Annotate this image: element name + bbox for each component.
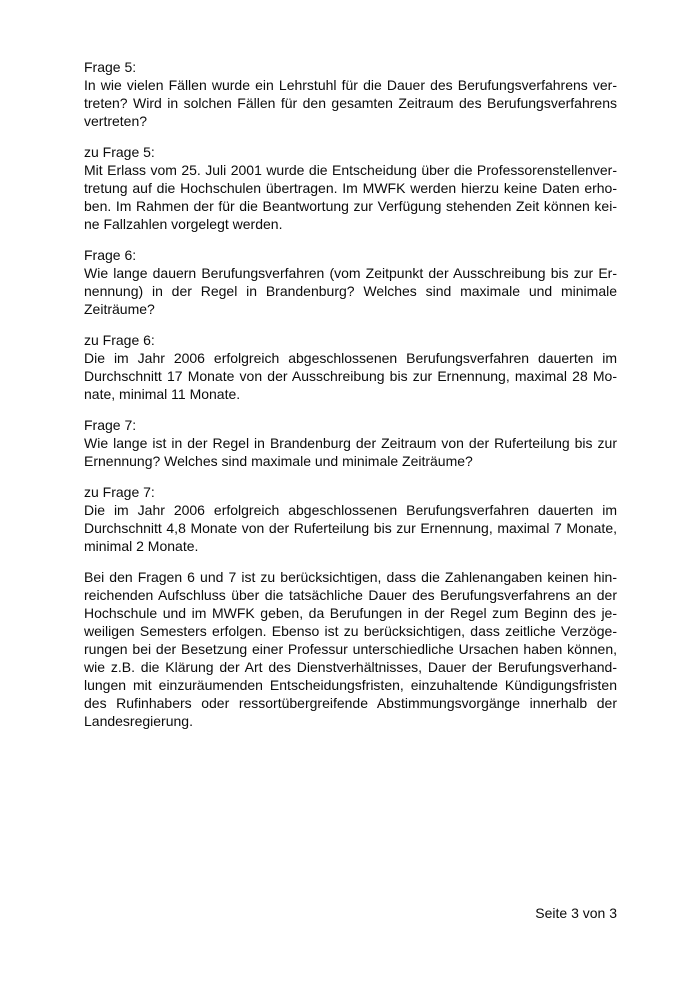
section-hinweis-fragen-6-7	[84, 568, 617, 730]
text-line: Die im Jahr 2006 erfolgreich abgeschlossenen Berufungsverfahren dauerten im	[84, 350, 617, 366]
document-content	[84, 58, 617, 743]
block-heading: Frage 7:	[84, 417, 137, 433]
text-line: vertreten?	[84, 113, 148, 129]
text-line: lungen mit einzuräumenden Entscheidungsfristen, einzuhaltende Kündigungsfristen	[84, 677, 617, 693]
section-frage-7	[84, 416, 617, 470]
text-line: Landesregierung.	[84, 713, 193, 729]
text-line: Bei den Fragen 6 und 7 ist zu berücksichtigen, dass die Zahlenangaben keinen hin-	[84, 569, 617, 585]
section-zu-frage-7	[84, 483, 617, 555]
text-line: Mit Erlass vom 25. Juli 2001 wurde die Entscheidung über die Professorenstellenver-	[84, 162, 617, 178]
text-line: Zeiträume?	[84, 301, 155, 317]
text-line: Durchschnitt 17 Monate von der Ausschreibung bis zur Ernennung, maximal 28 Mo-	[84, 368, 617, 384]
text-line: minimal 2 Monate.	[84, 538, 199, 554]
section-frage-6	[84, 246, 617, 318]
text-line: weiligen Semesters erfolgen. Ebenso ist zu berücksichtigen, dass zeitliche Verzöge-	[84, 623, 617, 639]
section-zu-frage-5	[84, 143, 617, 233]
text-line: des Rufinhabers oder ressortübergreifende Abstimmungsvorgänge innerhalb der	[84, 695, 617, 711]
page-number: Seite 3 von 3	[535, 905, 617, 921]
block-heading: zu Frage 5:	[84, 144, 155, 160]
block-heading: zu Frage 7:	[84, 484, 155, 500]
text-line: Ernennung? Welches sind maximale und minimale Zeiträume?	[84, 453, 473, 469]
section-frage-5	[84, 58, 617, 130]
section-zu-frage-6	[84, 331, 617, 403]
text-line: Durchschnitt 4,8 Monate von der Ruferteilung bis zur Ernennung, maximal 7 Monate,	[84, 520, 617, 536]
block-heading: Frage 6:	[84, 247, 137, 263]
text-line: Wie lange ist in der Regel in Brandenburg der Zeitraum von der Ruferteilung bis zur	[84, 435, 617, 451]
text-line: rungen bei der Besetzung einer Professur unterschiedliche Ursachen haben können,	[84, 641, 617, 657]
block-heading: zu Frage 6:	[84, 332, 155, 348]
text-line: Hochschule und im MWFK geben, da Berufungen in der Regel zum Beginn des je-	[84, 605, 617, 621]
text-line: tretung auf die Hochschulen übertragen. Im MWFK werden hierzu keine Daten erho-	[84, 180, 617, 196]
text-line: wie z.B. die Klärung der Art des Dienstverhältnisses, Dauer der Berufungsverhand-	[84, 659, 617, 675]
text-line: In wie vielen Fällen wurde ein Lehrstuhl für die Dauer des Berufungsverfahrens ver-	[84, 77, 617, 93]
text-line: ne Fallzahlen vorgelegt werden.	[84, 216, 283, 232]
text-line: reichenden Aufschluss über die tatsächliche Dauer des Berufungsverfahrens an der	[84, 587, 617, 603]
text-line: ben. Im Rahmen der für die Beantwortung zur Verfügung stehenden Zeit können kei-	[84, 198, 617, 214]
text-line: Wie lange dauern Berufungsverfahren (vom Zeitpunkt der Ausschreibung bis zur Er-	[84, 265, 617, 281]
text-line: Die im Jahr 2006 erfolgreich abgeschlossenen Berufungsverfahren dauerten im	[84, 502, 617, 518]
text-line: treten? Wird in solchen Fällen für den gesamten Zeitraum des Berufungsverfahrens	[84, 95, 617, 111]
block-heading: Frage 5:	[84, 59, 137, 75]
text-line: nate, minimal 11 Monate.	[84, 386, 241, 402]
text-line: nennung) in der Regel in Brandenburg? Welches sind maximale und minimale	[84, 283, 617, 299]
